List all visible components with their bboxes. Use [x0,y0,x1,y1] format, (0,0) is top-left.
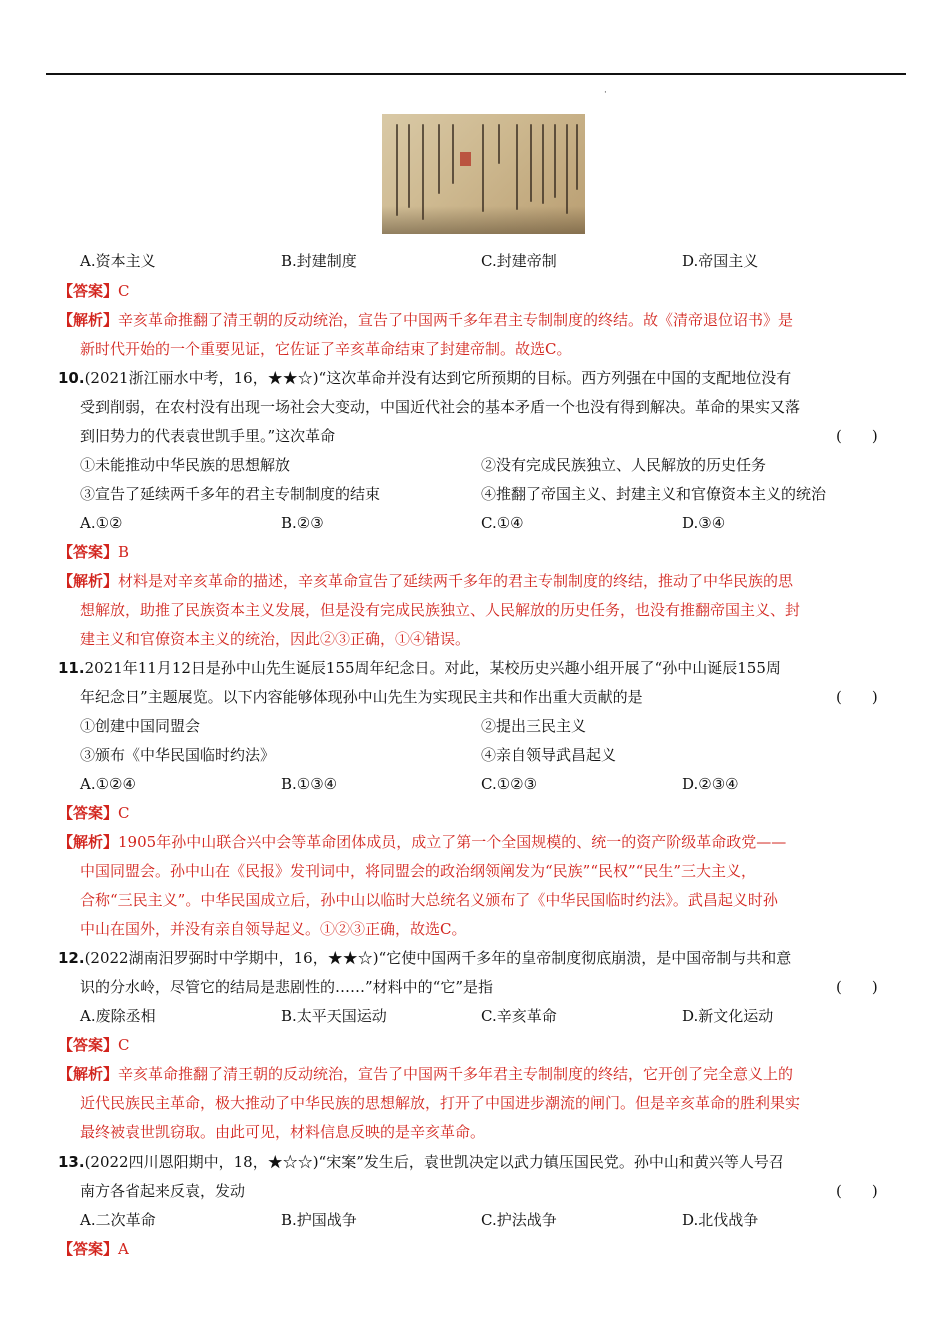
q12-analysis-line-2: 近代民族民主革命，极大推动了中华民族的思想解放，打开了中国进步潮流的闸门。但是辛亥革命的胜利果实 [80,1094,801,1112]
q10-stem-line-2: 受到削弱，在农村没有出现一场社会大变动，中国近代社会的基本矛盾一个也没有得到解决。革命的果实又落 [80,398,801,416]
q10-analysis-line-2: 想解放，助推了民族资本主义发展，但是没有完成民族独立、人民解放的历史任务，也没有推翻帝国主义、封 [80,601,801,619]
q10-answer-value: B [118,543,130,561]
q12-answer: 【答案】C [58,1036,130,1054]
q13-option-b: B.护国战争 [281,1211,357,1229]
edict-document-photo [382,114,585,234]
q10-option-d: D.③④ [682,514,726,532]
q10-stem-line-3: 到旧势力的代表袁世凯手里。”这次革命 [80,427,336,445]
q11-item-4: ④亲自领导武昌起义 [481,746,617,764]
q11-analysis-line-4: 中山在国外，并没有亲自领导起义。①②③正确，故选C。 [80,920,467,938]
q11-answer-blank: ( ) [836,688,878,706]
q11-option-b: B.①③④ [281,775,338,793]
seal-stamp [460,152,471,166]
q13-stem-line-1: 13.(2022四川恩阳期中，18，★☆☆)“宋案”发生后，袁世凯决定以武力镇压国民党。孙中山和黄兴等人号召 [58,1153,784,1171]
q12-number: 12. [58,949,85,967]
q12-option-b: B.太平天国运动 [281,1007,387,1025]
q10-option-c: C.①④ [481,514,524,532]
q12-option-c: C.辛亥革命 [481,1007,557,1025]
q10-answer: 【答案】B [58,543,130,561]
q11-answer-value: C [118,804,130,822]
q11-stem-line-2: 年纪念日”主题展览。以下内容能够体现孙中山先生为实现民主共和作出重大贡献的是 [80,688,643,706]
q13-answer-blank: ( ) [836,1182,878,1200]
q11-analysis-line-3: 合称“三民主义”。中华民国成立后，孙中山以临时大总统名义颁布了《中华民国临时约法》。武昌起义时孙 [80,891,778,909]
q12-analysis-line-1: 【解析】辛亥革命推翻了清王朝的反动统治，宣告了中国两千多年君主专制制度的终结，它开创了完全意义上的 [58,1065,794,1083]
q11-analysis-line-2: 中国同盟会。孙中山在《民报》发刊词中，将同盟会的政治纲领阐发为“民族”“民权”“民生”三大主义， [80,862,757,880]
q10-analysis-line-1: 【解析】材料是对辛亥革命的描述，辛亥革命宣告了延续两千多年的君主专制制度的终结，推动了中华民族的思 [58,572,794,590]
q9-option-b: B.封建制度 [281,252,357,270]
answer-tag: 【答案】 [58,282,119,300]
q9-option-a: A.资本主义 [80,252,156,270]
q9-option-c: C.封建帝制 [481,252,557,270]
q12-answer-blank: ( ) [836,978,878,996]
header-rule [46,73,906,75]
q13-option-d: D.北伐战争 [682,1211,759,1229]
q10-option-b: B.②③ [281,514,324,532]
q9-analysis-line-1: 【解析】辛亥革命推翻了清王朝的反动统治，宣告了中国两千多年君主专制制度的终结。故《清帝退位诏书》是 [58,311,794,329]
analysis-tag: 【解析】 [58,311,119,329]
q11-item-1: ①创建中国同盟会 [80,717,201,735]
q11-stem-line-1: 11.2021年11月12日是孙中山先生诞辰155周年纪念日。对此，某校历史兴趣小组开展了“孙中山诞辰155周 [58,659,781,677]
q13-option-a: A.二次革命 [80,1211,156,1229]
q11-option-a: A.①②④ [80,775,136,793]
q10-item-2: ②没有完成民族独立、人民解放的历史任务 [481,456,767,474]
q10-analysis-line-3: 建主义和官僚资本主义的统治，因此②③正确，①④错误。 [80,630,471,648]
q11-item-3: ③颁布《中华民国临时约法》 [80,746,276,764]
q11-option-c: C.①②③ [481,775,538,793]
q13-answer: 【答案】A [58,1240,129,1258]
q11-answer: 【答案】C [58,804,130,822]
q10-answer-blank: ( ) [836,427,878,445]
q13-answer-value: A [118,1240,129,1258]
q10-option-a: A.①② [80,514,123,532]
q12-analysis-line-3: 最终被袁世凯窃取。由此可见，材料信息反映的是辛亥革命。 [80,1123,486,1141]
q13-number: 13. [58,1153,85,1171]
q12-stem-line-2: 识的分水岭，尽管它的结局是悲剧性的……”材料中的“它”是指 [80,978,494,996]
q12-option-a: A.废除丞相 [80,1007,156,1025]
page-mark: · [604,88,607,98]
q9-answer [58,277,130,306]
q11-item-2: ②提出三民主义 [481,717,587,735]
q9-analysis-line-2: 新时代开始的一个重要见证，它佐证了辛亥革命结束了封建帝制。故选C。 [80,340,572,358]
q10-number: 10. [58,369,85,387]
q9-answer-value: C [118,282,130,300]
q12-answer-value: C [118,1036,130,1054]
q12-stem-line-1: 12.(2022湖南汨罗弼时中学期中，16，★★☆)“它使中国两千多年的皇帝制度彻底崩溃，是中国帝制与共和意 [58,949,792,967]
q13-stem-line-2: 南方各省起来反袁，发动 [80,1182,246,1200]
q10-item-4: ④推翻了帝国主义、封建主义和官僚资本主义的统治 [481,485,827,503]
q11-option-d: D.②③④ [682,775,739,793]
q11-analysis-line-1: 【解析】1905年孙中山联合兴中会等革命团体成员，成立了第一个全国规模的、统一的资产阶级革命政党—— [58,833,787,851]
q13-option-c: C.护法战争 [481,1211,557,1229]
q11-number: 11. [58,659,85,677]
q10-stem-line-1: 10.(2021浙江丽水中考，16，★★☆)“这次革命并没有达到它所预期的目标。西方列强在中国的支配地位没有 [58,369,792,387]
q12-option-d: D.新文化运动 [682,1007,774,1025]
q10-item-3: ③宣告了延续两千多年的君主专制制度的结束 [80,485,381,503]
q10-item-1: ①未能推动中华民族的思想解放 [80,456,291,474]
q9-option-d: D.帝国主义 [682,252,759,270]
